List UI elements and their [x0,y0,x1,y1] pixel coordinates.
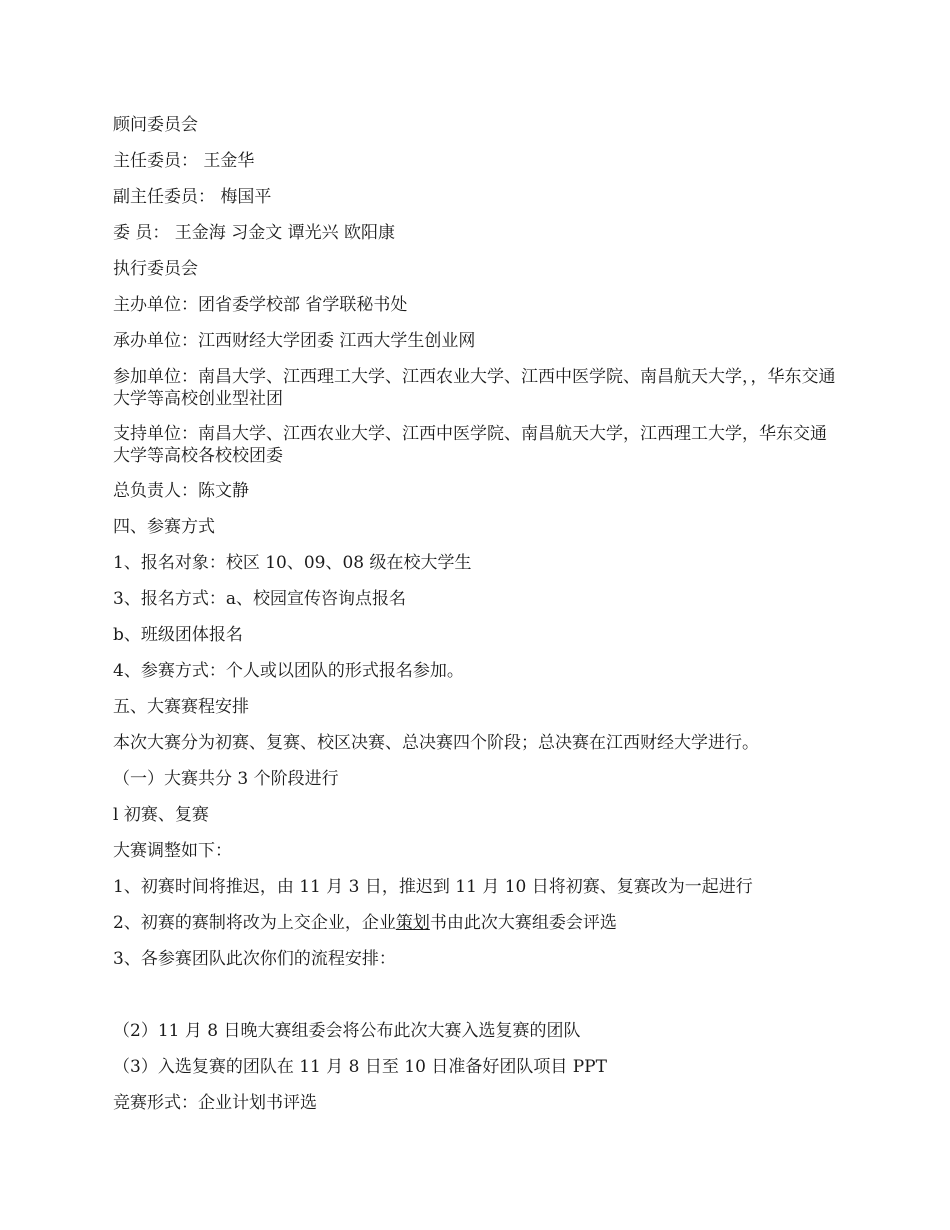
members-line: 委 员： 王金海 习金文 谭光兴 欧阳康 [113,223,396,243]
deputy-director-line: 副主任委员： 梅国平 [113,187,272,207]
registration-method-line: 3、报名方式：a、校园宣传咨询点报名 [113,589,406,609]
section-four-heading: 四、参赛方式 [113,517,215,537]
adjustment-item-2-after: 书由此次大赛组委会评选 [429,913,617,933]
heading-executive-committee: 执行委员会 [113,259,198,279]
person-in-charge-line: 总负责人：陈文静 [113,481,249,501]
schedule-item-3: （3）入选复赛的团队在 11 月 8 日至 10 日准备好团队项目 PPT [113,1057,607,1077]
competition-format-line: 竞赛形式：企业计划书评选 [113,1093,317,1113]
section-five-heading: 五、大赛赛程安排 [113,697,249,717]
adjustment-item-1: 1、初赛时间将推迟，由 11 月 3 日，推迟到 11 月 10 日将初赛、复赛改为一起进行 [113,877,753,897]
adjustment-item-2 [113,912,843,934]
host-line: 承办单位：江西财经大学团委 江西大学生创业网 [113,331,476,351]
participation-method-line: 4、参赛方式：个人或以团队的形式报名参加。 [113,661,464,681]
adjustment-item-2-underlined: 策划 [395,913,430,933]
adjustment-item-3: 3、各参赛团队此次你们的流程安排： [113,949,396,969]
adjustment-item-2-before: 2、初赛的赛制将改为上交企业，企业 [113,913,396,933]
director-line: 主任委员： 王金华 [113,151,255,171]
registration-target-line: 1、报名对象：校区 10、09、08 级在校大学生 [113,553,472,573]
organizer-line: 主办单位：团省委学校部 省学联秘书处 [113,295,408,315]
heading-advisory-committee: 顾问委员会 [113,115,198,135]
class-registration-line: b、班级团体报名 [113,625,243,645]
three-stages-line: （一）大赛共分 3 个阶段进行 [113,769,339,789]
adjustment-heading: 大赛调整如下： [113,841,232,861]
supporters-line: 支持单位：南昌大学、江西农业大学、江西中医学院、南昌航天大学，江西理工大学，华东交通大学等高校各校校团委 [113,424,827,466]
preliminary-rounds-line: l 初赛、复赛 [113,805,209,825]
schedule-item-2: （2）11 月 8 日晚大赛组委会将公布此次大赛入选复赛的团队 [113,1021,581,1041]
competition-stages-line: 本次大赛分为初赛、复赛、校区决赛、总决赛四个阶段；总决赛在江西财经大学进行。 [113,733,759,753]
participants-line: 参加单位：南昌大学、江西理工大学、江西农业大学、江西中医学院、南昌航天大学，，华东交通大学等高校创业型社团 [113,367,836,409]
